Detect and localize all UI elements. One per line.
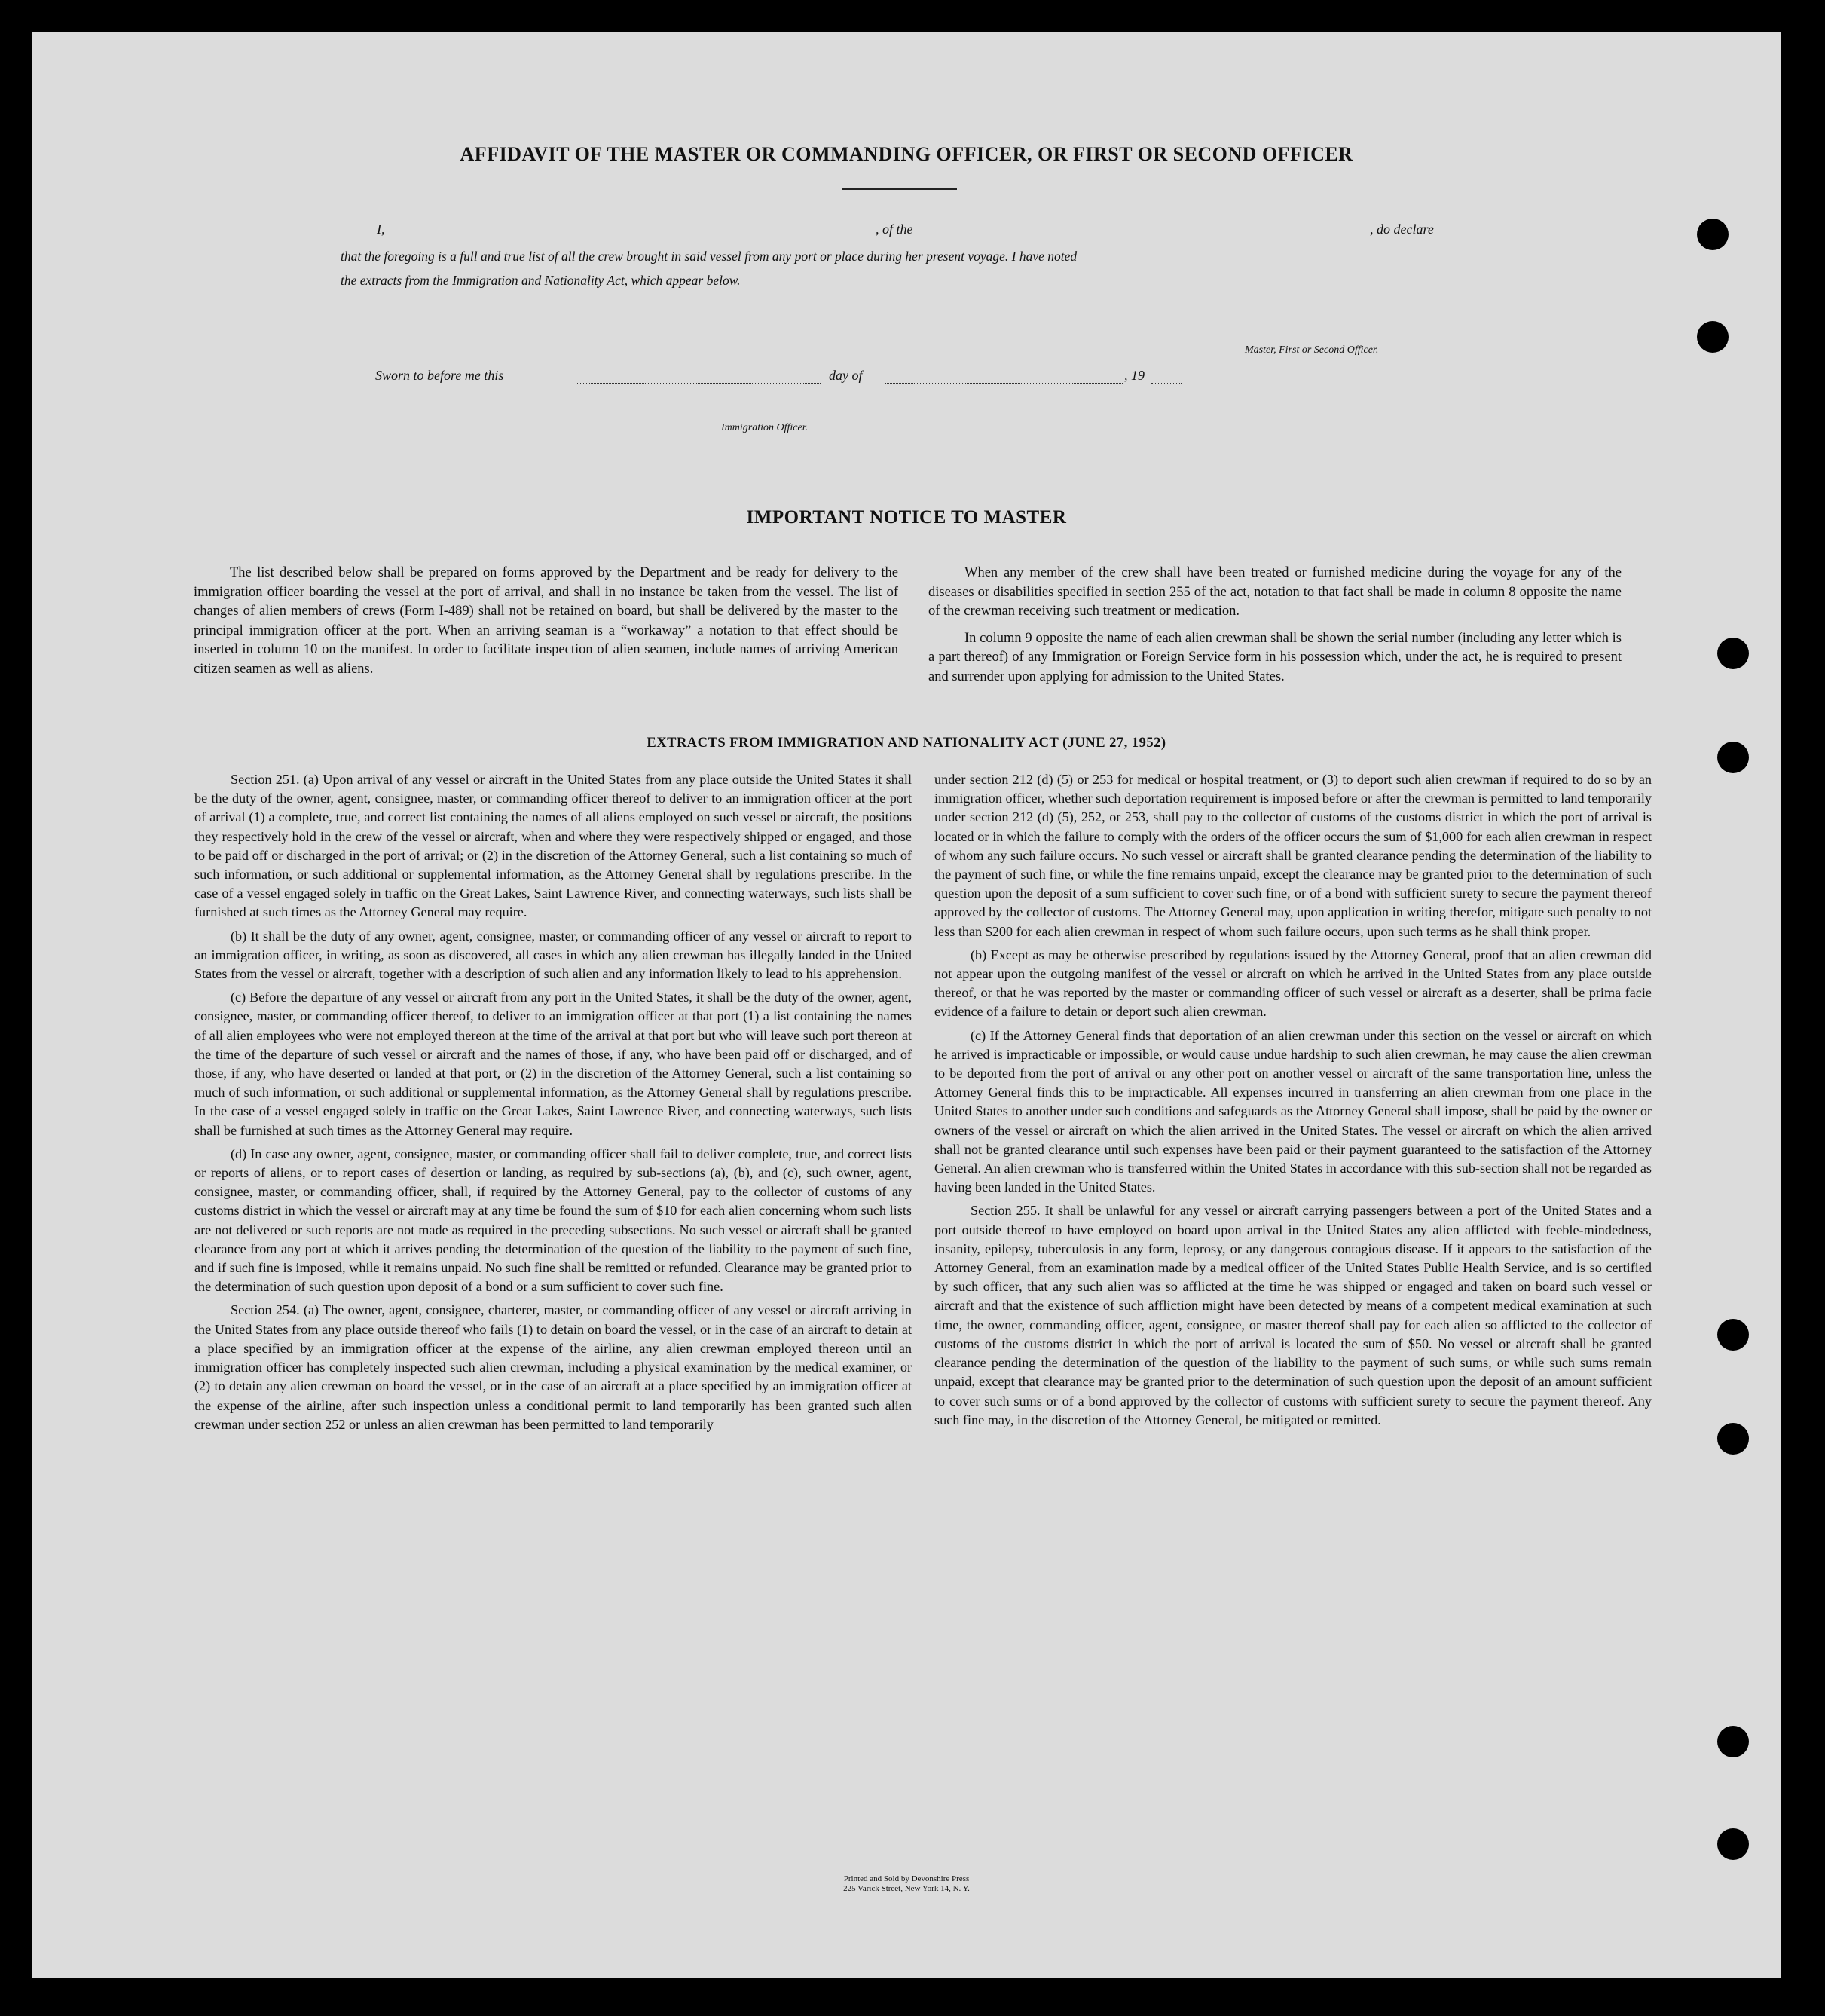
notice-right-column bbox=[928, 564, 1622, 691]
of-the-label: , of the bbox=[876, 222, 913, 237]
section-254-a: Section 254. (a) The owner, agent, consignee, charterer, master, or commanding officer of any vessel or aircraft arriving in the United States from any place outside thereof who fails (1) to detain on board the vessel, or in the case of an aircraft to detain at a place specified by an immigration officer at the expense of the airline, any alien crewman employed thereon until an immigration officer has completely inspected such alien crewman, including a physical examination by the medical examiner, or (2) to detain any alien crewman on board the vessel, or in the case of an aircraft at a place specified by an immigration officer at the expense of the airline, after such inspection unless a conditional permit to land temporarily has been granted such alien crewman under section 252 or unless an alien crewman has been permitted to land temporarily bbox=[194, 1302, 912, 1432]
section-251-b: (b) It shall be the duty of any owner, agent, consignee, master, or commanding officer of any vessel or aircraft to report to an immigration officer, in writing, as soon as discovered, all cases in which any alien crewman has illegally landed in the United States from the vessel or aircraft, together with a description of such alien and any information likely to lead to his apprehension. bbox=[194, 928, 912, 982]
binder-hole bbox=[1717, 638, 1749, 669]
extracts-title: EXTRACTS FROM IMMIGRATION AND NATIONALITY ACT (JUNE 27, 1952) bbox=[647, 736, 1166, 751]
notice-title: IMPORTANT NOTICE TO MASTER bbox=[746, 507, 1067, 528]
year-label: , 19 bbox=[1124, 368, 1145, 383]
master-signature-caption: Master, First or Second Officer. bbox=[1245, 344, 1379, 356]
statement-line-1: that the foregoing is a full and true list of all the crew brought in said vessel from any port or place during her present voyage. I have noted bbox=[341, 249, 1078, 264]
sworn-label: Sworn to before me this bbox=[375, 368, 504, 383]
form-page bbox=[32, 32, 1781, 1978]
section-255: Section 255. It shall be unlawful for any vessel or aircraft carrying passengers between a port of the United States and a port outside thereof to have employed on board upon arrival in the United States any alien afflicted with feeble-mindedness, insanity, epilepsy, tuberculosis in any form, leprosy, or any dangerous contagious disease. If it appears to the satisfaction of the Attorney General, from an examination made by a medical officer of the United States Public Health Service, and is so certified by such officer, that any such alien was so afflicted at the time he was shipped or engaged and taken on board such vessel or aircraft and that the existence of such affliction might have been detected by means of a competent medical examination at such time, the owner, commanding officer, agent, consignee, or master thereof shall pay for each alien so afflicted to the collector of customs of the customs district in which the port of arrival is located the sum of $50. No vessel or aircraft shall be granted clearance pending the determination of the question of the liability to the payment of such sums, or while such sums remain unpaid, except that clearance may be granted prior to the determination of such question upon the deposit of an amount sufficient to cover such sums or of a bond approved by the collector of customs with sufficient surety to secure the payment thereof. Any such fine may, in the discretion of the Attorney General, be mitigated or remitted. bbox=[934, 1203, 1652, 1427]
sworn-day-field[interactable] bbox=[576, 383, 821, 384]
i-label: I, bbox=[377, 222, 385, 237]
officer-signature-caption: Immigration Officer. bbox=[721, 422, 809, 433]
extracts-right-column bbox=[934, 770, 1652, 1434]
section-254-b: (b) Except as may be otherwise prescribed by regulations issued by the Attorney General, proof that an alien crewman did not appear upon the outgoing manifest of the vessel or aircraft on which he arrived in the United States from any place outside thereof, or that he was reported by the master or commanding officer of such vessel or aircraft as a deserter, shall be prima facie evidence of a failure to detain or deport such alien crewman. bbox=[934, 947, 1652, 1020]
section-254-a-cont: under section 212 (d) (5) or 253 for medical or hospital treatment, or (3) to deport such alien crewman if required to do so by an immigration officer, whether such deportation requirement is imposed before or after the crewman is permitted to land temporarily under section 212 (d) (5), 252, or 253, shall pay to the collector of customs of the customs district in which the port of arrival is located or in which the failure to comply with the orders of the officer occurs the sum of $1,000 for each alien crewman in respect of whom any such failure occurs. No such vessel or aircraft shall be granted clearance pending the determination of the liability to the payment of such fine, or while the fine remains unpaid, except the clearance may be granted prior to the determination of such question upon the deposit of a sum sufficient to cover such fine, or of a bond with sufficient surety to secure the payment thereof approved by the collector of customs. The Attorney General may, upon application in writing therefor, mitigate such penalty to not less than $200 for each alien crewman in respect of whom such failure occurs, upon such terms as he shall think proper. bbox=[934, 772, 1652, 939]
binder-hole bbox=[1717, 1726, 1749, 1757]
notice-left-paragraph: The list described below shall be prepared on forms approved by the Department and be ready for delivery to the immigration officer boarding the vessel at the port of arrival, and shall in no instance be taken from the vessel. The list of changes of alien members of crews (Form I-489) shall not be retained on board, but shall be delivered by the master to the principal immigration officer at the port. When an arriving seaman is a “workaway” a notation to that effect should be inserted in column 10 on the manifest. In order to facilitate inspection of alien seamen, include names of arriving American citizen seamen as well as aliens. bbox=[194, 565, 898, 677]
sworn-month-field[interactable] bbox=[885, 383, 1123, 384]
section-251-d: (d) In case any owner, agent, consignee, master, or commanding officer shall fail to deliver complete, true, and correct lists or reports of aliens, or to report cases of desertion or landing, as required by sub-sections (a), (b), and (c), such owner, agent, consignee, master, or commanding officer, shall, if required by the Attorney General, pay to the collector of customs of any customs district in which the vessel or aircraft may at any time be found the sum of $10 for each alien concerning whom such lists are not delivered or such reports are not made as required in the preceding subsections. No such vessel or aircraft shall be granted clearance from any port at which it arrives pending the determination of the question of the liability to the payment of such fine, and if such fine is imposed, while it remains unpaid. No such fine shall be remitted or refunded. Clearance may be granted prior to the determination of such question upon deposit of a bond or a sum sufficient to cover such fine. bbox=[194, 1146, 912, 1295]
binder-hole bbox=[1717, 742, 1749, 773]
printer-imprint-line-2: 225 Varick Street, New York 14, N. Y. bbox=[843, 1884, 970, 1893]
binder-hole bbox=[1717, 1423, 1749, 1455]
day-of-label: day of bbox=[829, 368, 863, 383]
section-251-a: Section 251. (a) Upon arrival of any vessel or aircraft in the United States from any place outside the United States it shall be the duty of the owner, agent, consignee, master, or commanding officer thereof to deliver to an immigration officer at the port of arrival (1) a complete, true, and correct list containing the names of all aliens employed on such vessel or aircraft, the positions they respectively hold in the crew of the vessel or aircraft, when and where they were respectively shipped or engaged, and those to be paid off or discharged in the port of arrival; or (2) in the discretion of the Attorney General, such a list containing so much of such information, or such additional or supplemental information, as the Attorney General shall by regulations prescribe. In the case of a vessel engaged solely in traffic on the Great Lakes, Saint Lawrence River, and connecting waterways, such lists shall be furnished at such times as the Attorney General may require. bbox=[194, 772, 912, 920]
notice-right-paragraph-2: In column 9 opposite the name of each alien crewman shall be shown the serial number (including any letter which is a part thereof) of any Immigration or Foreign Service form in his possession which, under the act, he is required to present and surrender upon applying for admission to the United States. bbox=[928, 630, 1622, 684]
notice-left-column bbox=[194, 564, 898, 684]
binder-hole bbox=[1697, 219, 1729, 250]
printer-imprint bbox=[32, 1874, 1781, 1894]
statement-line-2: the extracts from the Immigration and Nationality Act, which appear below. bbox=[341, 273, 741, 288]
extracts-left-column bbox=[194, 770, 912, 1439]
binder-hole bbox=[1717, 1319, 1749, 1351]
affidavit-title: AFFIDAVIT OF THE MASTER OR COMMANDING OFFICER, OR FIRST OR SECOND OFFICER bbox=[460, 143, 1353, 165]
title-underline bbox=[842, 188, 957, 190]
sworn-year-field[interactable] bbox=[1151, 383, 1182, 384]
declare-label: , do declare bbox=[1370, 222, 1434, 237]
section-251-c: (c) Before the departure of any vessel or aircraft from any port in the United States, it shall be the duty of the owner, agent, consignee, master, or commanding officer thereof, to deliver to an immigration officer at that port (1) a list containing the names of all alien employees who were not employed thereon at the time of the arrival at that port but who will leave such port thereon at the time of the departure of such vessel or aircraft and the names of those, if any, who have been paid off or discharged, and of those, if any, who have deserted or landed at that port, or (2) in the discretion of the Attorney General, such a list containing so much of such information, or such additional or supplemental information, as the Attorney General shall by regulations prescribe. In the case of a vessel engaged solely in traffic on the Great Lakes, Saint Lawrence River, and connecting waterways, such lists shall be furnished at such times as the Attorney General may require. bbox=[194, 990, 912, 1138]
printer-imprint-line-1: Printed and Sold by Devonshire Press bbox=[843, 1874, 970, 1883]
binder-hole bbox=[1697, 321, 1729, 353]
binder-hole bbox=[1717, 1828, 1749, 1860]
section-254-c: (c) If the Attorney General finds that deportation of an alien crewman under this section on the vessel or aircraft on which he arrived is impracticable or impossible, or would cause undue hardship to such alien crewman, he may cause the alien crewman to be deported from the port of arrival or any other port on another vessel or aircraft of the same transportation line, unless the Attorney General finds this to be impracticable. All expenses incurred in transferring an alien crewman from one place in the United States to another under such conditions and safeguards as the Attorney General shall impose, shall be paid by the owner or owners of the vessel or aircraft on which the alien arrived in the United States. The vessel or aircraft on which the alien arrived shall not be granted clearance until such expenses have been paid or their payment guaranteed to the satisfaction of the Attorney General. An alien crewman who is transferred within the United States in accordance with this sub-section shall not be regarded as having been landed in the United States. bbox=[934, 1027, 1652, 1195]
notice-right-paragraph-1: When any member of the crew shall have been treated or furnished medicine during the voyage for any of the diseases or disabilities specified in section 255 of the act, notation to that fact shall be made in column 8 opposite the name of the crewman receiving such treatment or medication. bbox=[928, 565, 1622, 619]
